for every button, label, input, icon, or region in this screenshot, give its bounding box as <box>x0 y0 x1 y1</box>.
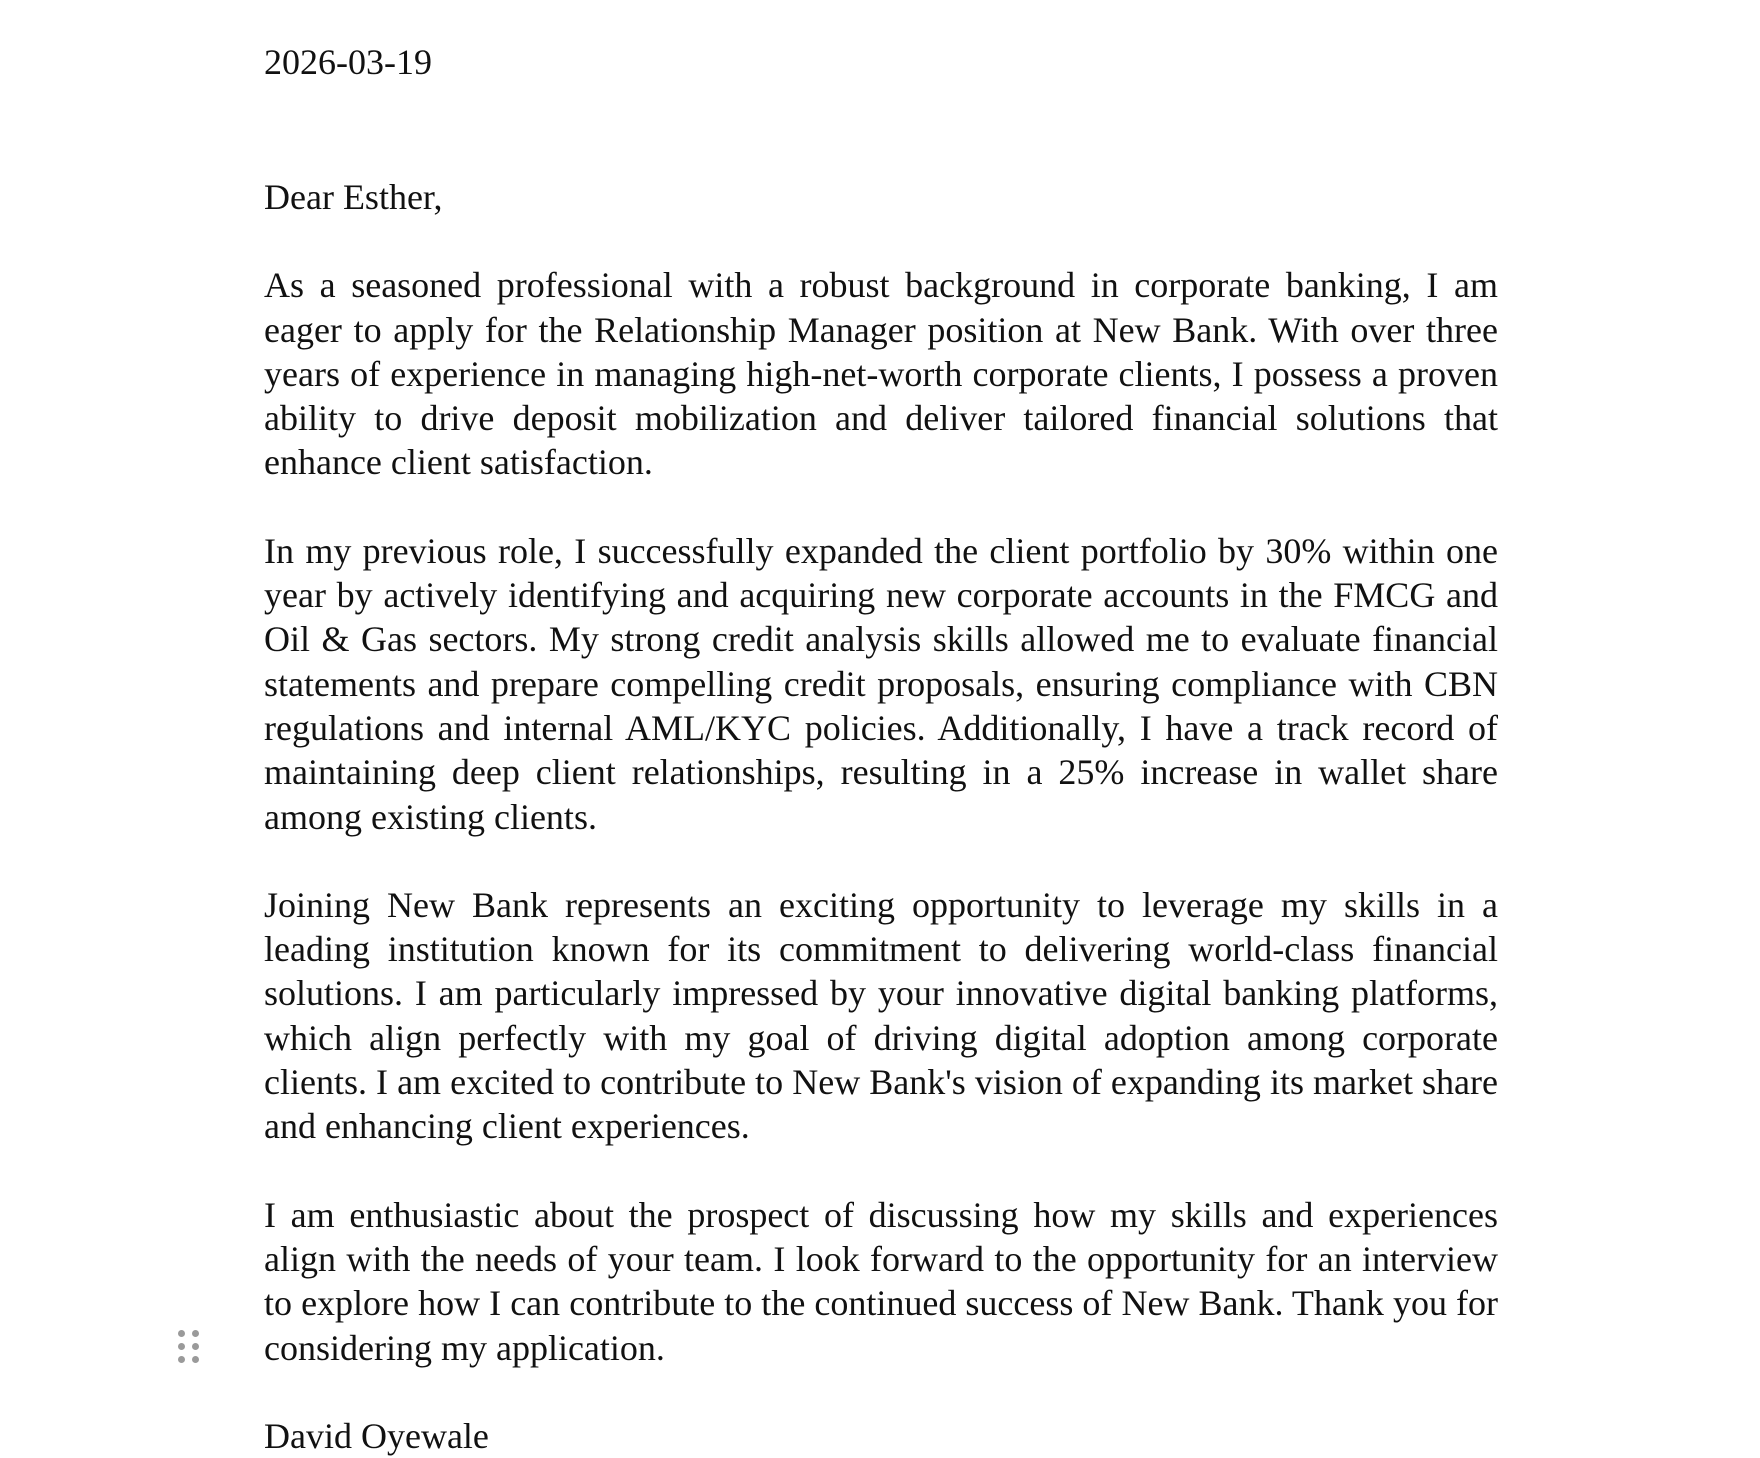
letter-paragraph-4: I am enthusiastic about the prospect of discussing how my skills and experiences align with the needs of your team. I look forward to the opportunity for an interview to explore how I can contribute to the continued success of New Bank. Thank you for considering my application. <box>264 1194 1498 1368</box>
letter-paragraph-1: As a seasoned professional with a robust background in corporate banking, I am eager to apply for the Relationship Manager position at New Bank. With over three years of experience in managing high-net-worth corporate clients, I possess a proven ability to drive deposit mobilization and deliver tailored financial solutions that enhance client satisfaction. <box>264 265 1498 483</box>
drag-handle-icon[interactable] <box>178 1330 200 1364</box>
drag-dot <box>178 1330 185 1337</box>
cover-letter <box>264 40 1498 1458</box>
drag-dot <box>192 1330 199 1337</box>
letter-paragraph-3: Joining New Bank represents an exciting opportunity to leverage my skills in a leading institution known for its commitment to delivering world-class financial solutions. I am particularly impressed by your innovative digital banking platforms, which align perfectly with my goal of driving digital adoption among corporate clients. I am excited to contribute to New Bank's vision of expanding its market share and enhancing client experiences. <box>264 884 1498 1147</box>
drag-dot <box>178 1343 185 1350</box>
letter-signature: David Oyewale <box>264 1415 489 1456</box>
letter-paragraph-2: In my previous role, I successfully expanded the client portfolio by 30% within one year by actively identifying and acquiring new corporate accounts in the FMCG and Oil & Gas sectors. My strong credit analysis skills allowed me to evaluate financial statements and prepare compelling credit proposals, ensuring compliance with CBN regulations and internal AML/KYC policies. Additionally, I have a track record of maintaining deep client relationships, resulting in a 25% increase in wallet share among existing clients. <box>264 530 1498 837</box>
drag-dot <box>192 1356 199 1363</box>
drag-dot <box>192 1343 199 1350</box>
drag-dot <box>178 1356 185 1363</box>
letter-date: 2026-03-19 <box>264 42 432 82</box>
letter-salutation: Dear Esther, <box>264 177 443 217</box>
